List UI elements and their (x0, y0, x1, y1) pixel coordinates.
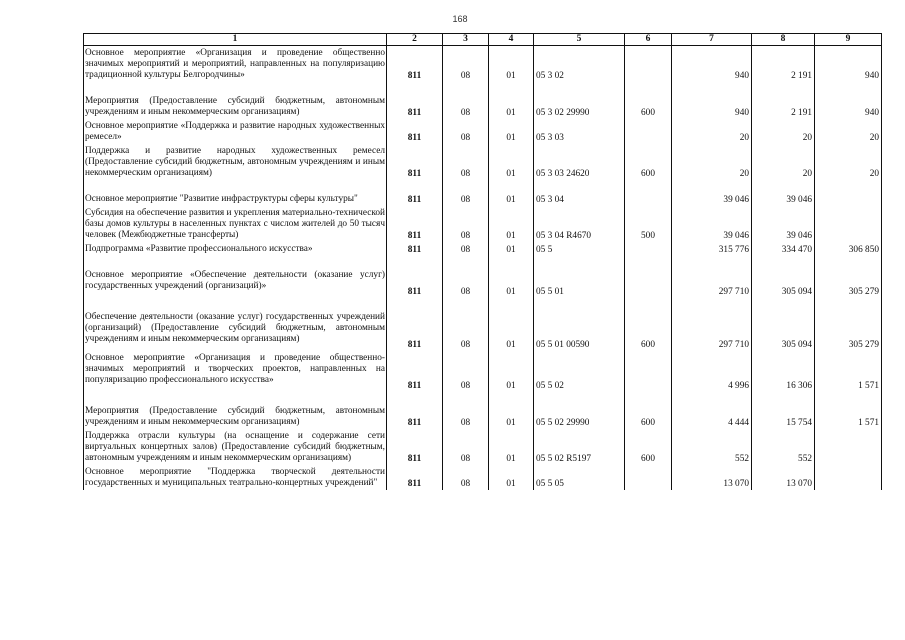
spacer-cell (625, 392, 672, 404)
row-ministry-code: 811 (387, 429, 443, 465)
row-section: 08 (443, 351, 489, 392)
spacer-cell (752, 392, 815, 404)
spacer-cell (387, 82, 443, 94)
row-subsection: 01 (489, 465, 534, 490)
row-section: 08 (443, 46, 489, 83)
row-section: 08 (443, 429, 489, 465)
row-section: 08 (443, 144, 489, 180)
spacer-cell (489, 298, 534, 310)
table-row (84, 404, 882, 429)
row-subsection: 01 (489, 310, 534, 351)
row-amount-year3 (815, 429, 882, 465)
row-amount-year2: 20 (752, 119, 815, 144)
row-amount-year1: 13 070 (672, 465, 752, 490)
spacer-cell (815, 392, 882, 404)
header-col-4: 4 (489, 34, 534, 46)
row-amount-year1: 20 (672, 119, 752, 144)
spacer-cell (534, 256, 625, 268)
row-description: Обеспечение деятельности (оказание услуг) государственных учреждений (организаций) (Предоставление субсидий бюджетным, автономным учреждениям и иным некоммерческим организациям) (84, 310, 387, 351)
row-ministry-code: 811 (387, 404, 443, 429)
row-amount-year2: 20 (752, 144, 815, 180)
spacer-cell (534, 82, 625, 94)
table-row (84, 119, 882, 144)
header-col-2: 2 (387, 34, 443, 46)
row-subsection: 01 (489, 206, 534, 242)
spacer-cell (534, 180, 625, 192)
row-amount-year1: 39 046 (672, 206, 752, 242)
row-target-article: 05 5 02 29990 (534, 404, 625, 429)
spacer-cell (672, 180, 752, 192)
spacer-cell (84, 180, 387, 192)
spacer-cell (815, 82, 882, 94)
row-section: 08 (443, 192, 489, 206)
row-amount-year3 (815, 206, 882, 242)
row-section: 08 (443, 94, 489, 119)
row-amount-year2: 2 191 (752, 94, 815, 119)
header-col-5: 5 (534, 34, 625, 46)
row-target-article: 05 3 03 (534, 119, 625, 144)
row-spacer (84, 256, 882, 268)
row-amount-year2: 552 (752, 429, 815, 465)
row-amount-year1: 940 (672, 94, 752, 119)
budget-table (83, 33, 882, 490)
row-expense-type (625, 46, 672, 83)
row-expense-type: 600 (625, 429, 672, 465)
row-expense-type: 600 (625, 144, 672, 180)
row-spacer (84, 298, 882, 310)
row-amount-year2: 39 046 (752, 206, 815, 242)
row-expense-type: 600 (625, 94, 672, 119)
row-subsection: 01 (489, 242, 534, 256)
row-target-article: 05 3 02 29990 (534, 94, 625, 119)
row-section: 08 (443, 242, 489, 256)
spacer-cell (672, 392, 752, 404)
table-row (84, 268, 882, 298)
row-amount-year3: 1 571 (815, 351, 882, 392)
spacer-cell (672, 298, 752, 310)
row-subsection: 01 (489, 404, 534, 429)
row-spacer (84, 82, 882, 94)
table-row (84, 351, 882, 392)
row-amount-year2: 15 754 (752, 404, 815, 429)
row-amount-year1: 4 996 (672, 351, 752, 392)
row-ministry-code: 811 (387, 144, 443, 180)
header-col-1: 1 (84, 34, 387, 46)
spacer-cell (387, 392, 443, 404)
row-subsection: 01 (489, 268, 534, 298)
row-subsection: 01 (489, 429, 534, 465)
table-row (84, 192, 882, 206)
row-amount-year3: 20 (815, 144, 882, 180)
row-amount-year1: 4 444 (672, 404, 752, 429)
spacer-cell (443, 298, 489, 310)
row-amount-year2: 39 046 (752, 192, 815, 206)
row-expense-type: 500 (625, 206, 672, 242)
row-amount-year2: 305 094 (752, 268, 815, 298)
table-row (84, 144, 882, 180)
row-target-article: 05 5 05 (534, 465, 625, 490)
spacer-cell (625, 256, 672, 268)
spacer-cell (672, 256, 752, 268)
row-amount-year2: 2 191 (752, 46, 815, 83)
row-target-article: 05 3 02 (534, 46, 625, 83)
spacer-cell (387, 298, 443, 310)
spacer-cell (489, 180, 534, 192)
row-target-article: 05 5 02 R5197 (534, 429, 625, 465)
row-amount-year2: 13 070 (752, 465, 815, 490)
spacer-cell (815, 256, 882, 268)
spacer-cell (443, 392, 489, 404)
row-ministry-code: 811 (387, 310, 443, 351)
spacer-cell (534, 392, 625, 404)
row-amount-year2: 16 306 (752, 351, 815, 392)
row-spacer (84, 392, 882, 404)
row-subsection: 01 (489, 119, 534, 144)
spacer-cell (534, 298, 625, 310)
row-amount-year2: 334 470 (752, 242, 815, 256)
spacer-cell (489, 82, 534, 94)
spacer-cell (625, 298, 672, 310)
row-expense-type (625, 242, 672, 256)
row-amount-year1: 315 776 (672, 242, 752, 256)
row-target-article: 05 3 03 24620 (534, 144, 625, 180)
row-target-article: 05 5 (534, 242, 625, 256)
spacer-cell (625, 82, 672, 94)
row-subsection: 01 (489, 351, 534, 392)
table-row (84, 206, 882, 242)
row-description: Основное мероприятие «Организация и проведение общественно-значимых мероприятий и творческих проектов, направленных на популяризацию профессионального искусства» (84, 351, 387, 392)
row-ministry-code: 811 (387, 242, 443, 256)
row-expense-type: 600 (625, 310, 672, 351)
spacer-cell (387, 180, 443, 192)
row-amount-year2: 305 094 (752, 310, 815, 351)
table-row (84, 242, 882, 256)
spacer-cell (489, 256, 534, 268)
spacer-cell (815, 298, 882, 310)
spacer-cell (815, 180, 882, 192)
row-description: Основное мероприятие "Развитие инфраструктуры сферы культуры" (84, 192, 387, 206)
table-row (84, 94, 882, 119)
row-ministry-code: 811 (387, 206, 443, 242)
spacer-cell (489, 392, 534, 404)
row-amount-year3 (815, 192, 882, 206)
row-amount-year1: 297 710 (672, 268, 752, 298)
spacer-cell (625, 180, 672, 192)
row-description: Основное мероприятие «Поддержка и развитие народных художественных ремесел» (85, 121, 385, 142)
header-col-7: 7 (672, 34, 752, 46)
spacer-cell (752, 82, 815, 94)
row-target-article: 05 5 02 (534, 351, 625, 392)
row-target-article: 05 3 04 R4670 (534, 206, 625, 242)
row-ministry-code: 811 (387, 268, 443, 298)
row-amount-year1: 552 (672, 429, 752, 465)
row-ministry-code: 811 (387, 94, 443, 119)
spacer-cell (387, 256, 443, 268)
row-description: Поддержка отрасли культуры (на оснащение и содержание сети виртуальных концертных залов) (Предоставление субсидий бюджетным, автономным учреждениям и иным некоммерческим организациям) (85, 431, 385, 463)
header-col-8: 8 (752, 34, 815, 46)
row-description: Основное мероприятие «Организация и проведение общественно значимых мероприятий и мероприятий, направленных на популяризацию традиционной культуры Белгородчины» (84, 46, 387, 83)
row-section: 08 (443, 268, 489, 298)
table-row (84, 429, 882, 465)
row-amount-year3: 306 850 (815, 242, 882, 256)
row-description: Субсидия на обеспечение развития и укрепления материально-технической базы домов культуры в населенных пунктах с числом жителей до 50 тысяч человек (Межбюджетные трансферты) (85, 208, 385, 240)
header-row (84, 34, 882, 46)
row-description: Мероприятия (Предоставление субсидий бюджетным, автономным учреждениям и иным некоммерческим организациям) (85, 406, 385, 427)
row-amount-year3: 940 (815, 46, 882, 83)
row-amount-year1: 39 046 (672, 192, 752, 206)
spacer-cell (672, 82, 752, 94)
header-col-6: 6 (625, 34, 672, 46)
row-target-article: 05 5 01 (534, 268, 625, 298)
row-expense-type: 600 (625, 404, 672, 429)
row-amount-year1: 20 (672, 144, 752, 180)
spacer-cell (443, 180, 489, 192)
page-number: 168 (452, 14, 468, 24)
row-subsection: 01 (489, 94, 534, 119)
spacer-cell (752, 298, 815, 310)
spacer-cell (84, 298, 387, 310)
row-amount-year3 (815, 465, 882, 490)
row-amount-year3: 1 571 (815, 404, 882, 429)
row-description: Подпрограмма «Развитие профессионального искусства» (84, 242, 387, 256)
row-description: Основное мероприятие "Поддержка творческой деятельности государственных и муниципальных театрально-концертных учреждений" (85, 467, 385, 488)
row-expense-type (625, 268, 672, 298)
row-section: 08 (443, 119, 489, 144)
spacer-cell (84, 256, 387, 268)
row-spacer (84, 180, 882, 192)
row-expense-type (625, 351, 672, 392)
row-expense-type (625, 192, 672, 206)
row-description: Мероприятия (Предоставление субсидий бюджетным, автономным учреждениям и иным некоммерческим организациям) (85, 96, 385, 117)
row-section: 08 (443, 404, 489, 429)
spacer-cell (752, 180, 815, 192)
row-ministry-code: 811 (387, 351, 443, 392)
row-target-article: 05 5 01 00590 (534, 310, 625, 351)
row-ministry-code: 811 (387, 119, 443, 144)
row-section: 08 (443, 206, 489, 242)
row-ministry-code: 811 (387, 46, 443, 83)
row-amount-year3: 305 279 (815, 268, 882, 298)
row-ministry-code: 811 (387, 465, 443, 490)
row-section: 08 (443, 310, 489, 351)
spacer-cell (84, 82, 387, 94)
row-description: Поддержка и развитие народных художественных ремесел (Предоставление субсидий бюджетным, автономным учреждениям и иным некоммерческим организациям) (85, 146, 385, 178)
row-description: Основное мероприятие «Обеспечение деятельности (оказание услуг) государственных учреждений (организаций)» (84, 268, 387, 298)
row-subsection: 01 (489, 144, 534, 180)
table-row (84, 310, 882, 351)
row-expense-type (625, 119, 672, 144)
spacer-cell (752, 256, 815, 268)
spacer-cell (443, 256, 489, 268)
header-col-3: 3 (443, 34, 489, 46)
row-amount-year3: 305 279 (815, 310, 882, 351)
spacer-cell (443, 82, 489, 94)
row-amount-year3: 940 (815, 94, 882, 119)
spacer-cell (84, 392, 387, 404)
table-row (84, 465, 882, 490)
table-row (84, 46, 882, 83)
row-amount-year1: 297 710 (672, 310, 752, 351)
row-section: 08 (443, 465, 489, 490)
row-target-article: 05 3 04 (534, 192, 625, 206)
row-ministry-code: 811 (387, 192, 443, 206)
row-expense-type (625, 465, 672, 490)
row-amount-year1: 940 (672, 46, 752, 83)
row-subsection: 01 (489, 192, 534, 206)
row-subsection: 01 (489, 46, 534, 83)
row-amount-year3: 20 (815, 119, 882, 144)
header-col-9: 9 (815, 34, 882, 46)
